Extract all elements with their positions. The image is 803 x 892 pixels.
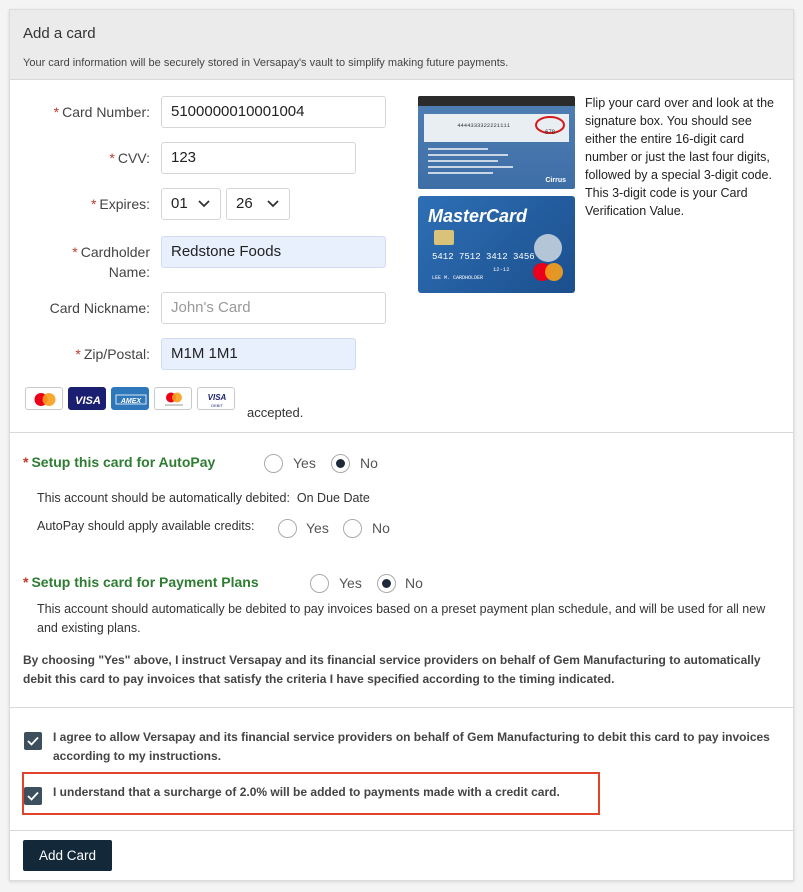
credits-no-radio[interactable] (343, 519, 362, 538)
card-front-brand: MasterCard (428, 206, 528, 226)
expiry-year-select[interactable] (226, 188, 290, 220)
expiry-month-select[interactable] (161, 188, 221, 220)
autopay-yes-radio[interactable] (264, 454, 283, 473)
add-card-panel (9, 9, 794, 881)
cvv-label: * CVV: (109, 150, 150, 166)
card-back-image (418, 96, 575, 189)
mastercard-logo-icon (25, 387, 63, 410)
checkmark-icon (27, 791, 39, 801)
autopay-no-label: No (360, 455, 378, 471)
plans-no-radio[interactable] (377, 574, 396, 593)
cardholder-label: * Cardholder Name: (72, 244, 150, 280)
svg-text:Cirrus: Cirrus (545, 177, 566, 184)
card-front-holder: LEE M. CARDHOLDER (432, 275, 484, 281)
autopay-no-radio[interactable] (331, 454, 350, 473)
visa-logo-icon (68, 387, 106, 410)
authorization-text: By choosing "Yes" above, I instruct Versapay and its financial service providers on behalf of Gem Manufacturing to automatically debit this card to pay invoices that satisfy the criteria I have specified according to the timing indicated. (23, 653, 761, 686)
accepted-text: accepted. (247, 405, 304, 420)
zip-label: * Zip/Postal: (75, 346, 150, 362)
panel-subtitle: Your card information will be securely stored in Versapay's vault to simplify making future payments. (23, 57, 509, 69)
surcharge-checkbox[interactable] (24, 787, 42, 805)
cvv-input[interactable]: 123 (161, 142, 356, 174)
card-front-expiry: 12-12 (493, 266, 510, 273)
chevron-down-icon (197, 199, 211, 209)
credits-yes-label: Yes (306, 520, 329, 536)
divider (10, 432, 793, 433)
card-back-cvv: 678 (544, 130, 556, 136)
divider (10, 830, 793, 831)
cvv-help-text: Flip your card over and look at the signature box. You should see either the entire 16-digit card number or just the last four digits, followed by a special 3-digit code. This 3-digit code is your Card Verification Value. (585, 96, 774, 218)
svg-text:AMEX: AMEX (120, 398, 142, 405)
card-front-number: 5412 7512 3412 3456 (432, 252, 535, 262)
svg-text:DEBIT: DEBIT (211, 403, 223, 408)
card-back-number: 4444333322221111 (457, 122, 510, 129)
credits-no-label: No (372, 520, 390, 536)
payment-plans-title: * Setup this card for Payment Plans (23, 574, 259, 590)
zip-input[interactable]: M1M 1M1 (161, 338, 356, 370)
autopay-title: * Setup this card for AutoPay (23, 454, 216, 470)
amex-logo-icon (111, 387, 149, 410)
credits-yes-radio[interactable] (278, 519, 297, 538)
autopay-debit-info: This account should be automatically debited: On Due Date (37, 491, 370, 505)
expiry-month-value: 01 (171, 195, 188, 212)
plans-description: This account should automatically be debited to pay invoices based on a preset payment plan schedule, and will be used for all new and existing plans. (37, 602, 766, 635)
card-nickname-input[interactable]: John's Card (161, 292, 386, 324)
agree-checkbox[interactable] (24, 732, 42, 750)
plans-yes-label: Yes (339, 575, 362, 591)
cardholder-name-input[interactable]: Redstone Foods (161, 236, 386, 268)
svg-text:VISA: VISA (75, 395, 101, 407)
card-number-input[interactable]: 5100000010001004 (161, 96, 386, 128)
autopay-debit-value: On Due Date (296, 491, 370, 505)
card-front-image (418, 196, 575, 293)
expiry-year-value: 26 (236, 195, 253, 212)
card-number-label: * Card Number: (53, 104, 150, 120)
plans-no-label: No (405, 575, 423, 591)
plans-yes-radio[interactable] (310, 574, 329, 593)
maestro-logo-icon (154, 387, 192, 410)
svg-text:VISA: VISA (207, 393, 227, 402)
checkmark-icon (27, 736, 39, 746)
nickname-label: Card Nickname: (49, 300, 150, 316)
agree-text: I agree to allow Versapay and its financial service providers on behalf of Gem Manufacturing to debit this card to pay invoices according to my instructions. (53, 730, 770, 763)
visa-debit-logo-icon (197, 387, 235, 410)
panel-header (10, 10, 793, 80)
expires-label: * Expires: (90, 196, 150, 212)
panel-title: Add a card (23, 25, 96, 42)
autopay-yes-label: Yes (293, 455, 316, 471)
autopay-credits-label: AutoPay should apply available credits: (37, 519, 255, 533)
chevron-down-icon (266, 199, 280, 209)
add-card-button[interactable]: Add Card (23, 840, 112, 871)
divider (10, 707, 793, 708)
surcharge-text: I understand that a surcharge of 2.0% will be added to payments made with a credit card. (53, 785, 560, 799)
